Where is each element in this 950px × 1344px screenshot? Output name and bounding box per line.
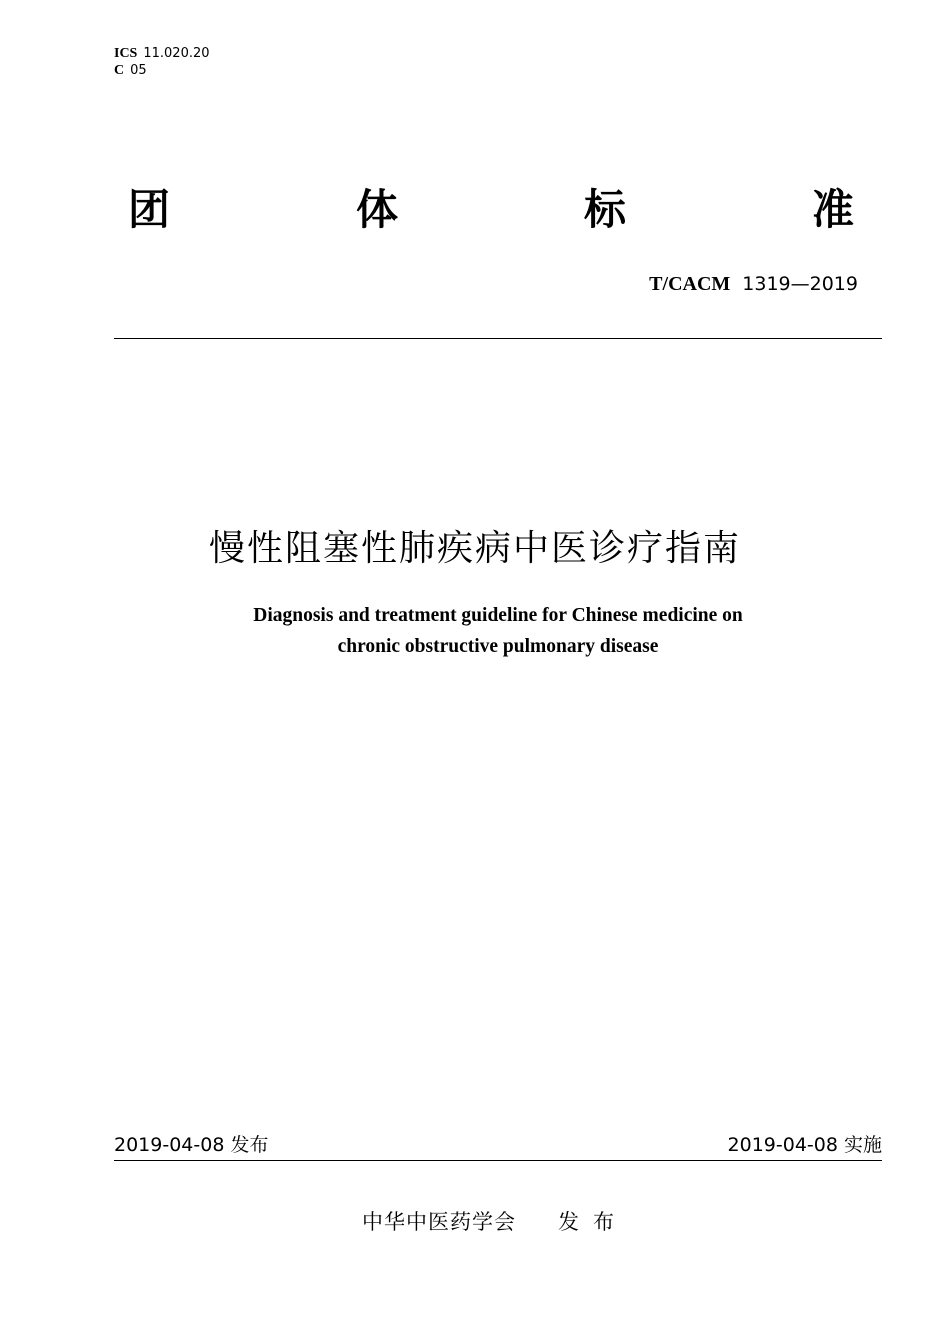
release-date: 2019-04-08 发布 [114, 1134, 269, 1156]
ics-value: 11.020.20 [143, 46, 210, 61]
title-english [0, 600, 950, 662]
title-english-line: chronic obstructive pulmonary disease [337, 636, 659, 657]
standard-number-prefix: T/CACM [649, 273, 731, 295]
publisher-name: 中华中医药学会 [362, 1210, 516, 1234]
ics-label: ICS [114, 46, 138, 61]
standard-type-char: 体 [356, 185, 399, 234]
classification-codes [114, 45, 210, 79]
title-chinese: 慢性阻塞性肺疾病中医诊疗指南 [208, 528, 741, 569]
footer-divider [114, 1160, 882, 1161]
ics-code [114, 45, 210, 62]
publisher-line [362, 1206, 628, 1236]
standard-type-char: 标 [584, 185, 627, 234]
standard-type-heading [128, 182, 868, 242]
ccs-code [114, 62, 210, 79]
standard-number [649, 273, 858, 296]
header-divider [114, 338, 882, 339]
standard-type-char: 团 [128, 185, 171, 234]
standard-type-char: 准 [812, 185, 855, 234]
ccs-value: 05 [130, 63, 147, 78]
implementation-date: 2019-04-08 实施 [727, 1134, 882, 1156]
ccs-label: C [114, 63, 125, 78]
publisher-action: 发布 [558, 1210, 628, 1234]
title-english-line: Diagnosis and treatment guideline for Chinese medicine on [253, 605, 743, 626]
standard-number-value: 1319—2019 [742, 273, 858, 295]
